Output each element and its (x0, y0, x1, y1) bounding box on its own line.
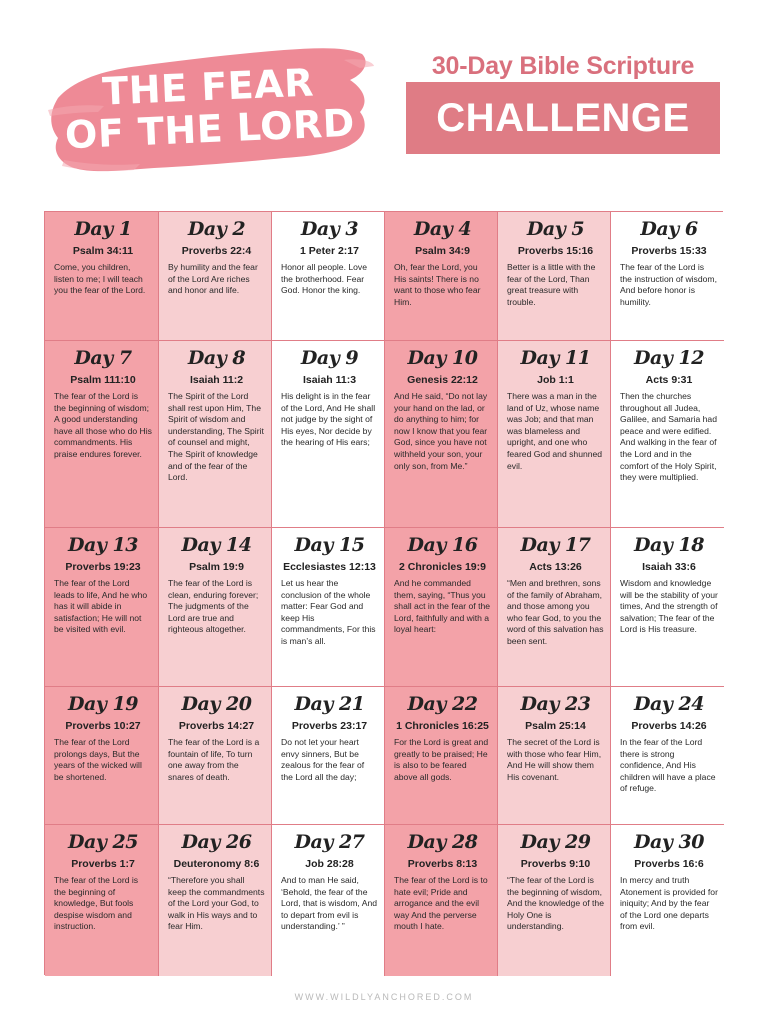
scripture-reference: Psalm 34:11 (72, 245, 134, 257)
verse-text: And to man He said, ‘Behold, the fear of the Lord, that is wisdom, And to depart from evil is understanding.’ ” (281, 875, 378, 932)
verse-text: Do not let your heart envy sinners, But be zealous for the fear of the Lord all the day; (281, 737, 365, 782)
verse-text: And He said, “Do not lay your hand on the lad, or do anything to him; for now I know that you fear God, since you have not withheld your son, your only son, from Me.” (394, 391, 488, 471)
day-label: Day 4 (413, 218, 472, 240)
scripture-reference: Psalm 34:9 (415, 245, 470, 257)
verse-text: For the Lord is great and greatly to be praised; He is also to be feared above all gods. (394, 737, 489, 782)
scripture-reference: Proverbs 14:26 (631, 720, 707, 732)
verse-text: “The fear of the Lord is the beginning of wisdom, And the knowledge of the Holy One is understanding. (507, 875, 604, 932)
day-cell (611, 341, 724, 528)
scripture-reference: Ecclesiastes 12:13 (283, 561, 376, 573)
day-cell (385, 825, 498, 976)
day-cell (498, 687, 611, 825)
scripture-reference: 1 Peter 2:17 (300, 245, 359, 257)
day-label: Day 11 (520, 347, 591, 369)
verse-text: The fear of the Lord is a fountain of life, To turn one away from the snares of death. (168, 737, 260, 782)
scripture-reference: 2 Chronicles 19:9 (399, 561, 486, 573)
verse-text: “Therefore you shall keep the commandments of the Lord your God, to walk in His ways and to fear Him. (168, 875, 265, 932)
day-label: Day 6 (640, 218, 698, 240)
scripture-reference: Psalm 111:10 (70, 374, 136, 386)
footer-website: WWW.WILDLYANCHORED.COM (294, 992, 474, 1002)
day-label: Day 26 (181, 831, 252, 853)
day-label: Day 20 (181, 693, 252, 715)
day-label: Day 21 (294, 693, 365, 715)
day-label: Day 22 (407, 693, 478, 715)
scripture-reference: 1 Chronicles 16:25 (396, 720, 489, 732)
title-line-2: OF THE LORD (64, 100, 356, 158)
day-cell (498, 528, 611, 687)
day-label: Day 29 (520, 831, 591, 853)
scripture-reference: Acts 13:26 (529, 561, 582, 573)
scripture-reference: Proverbs 8:13 (407, 858, 478, 870)
day-cell (272, 528, 385, 687)
day-cell (498, 212, 611, 341)
verse-text: “Men and brethren, sons of the family of Abraham, and those among you who fear God, to you the word of this salvation has been sent. (507, 578, 604, 646)
day-cell (385, 687, 498, 825)
day-label: Day 24 (634, 693, 704, 715)
verse-text: By humility and the fear of the Lord Are riches and honor and life. (168, 262, 258, 296)
scripture-reference: Isaiah 33:6 (642, 561, 696, 573)
day-cell (45, 687, 159, 825)
page-title (62, 60, 355, 157)
day-label: Day 18 (634, 534, 704, 556)
verse-text: Come, you children, listen to me; I will teach you the fear of the Lord. (54, 262, 146, 296)
verse-text: There was a man in the land of Uz, whose name was Job; and that man was blameless and upright, and one who feared God and shunned evil. (507, 391, 603, 471)
scripture-reference: Proverbs 22:4 (181, 245, 252, 257)
day-cell (272, 687, 385, 825)
verse-text: The fear of the Lord is the instruction of wisdom, And before honor is humility. (620, 262, 717, 307)
day-cell (272, 825, 385, 976)
day-cell (272, 341, 385, 528)
verse-text: The fear of the Lord is the beginning of knowledge, But fools despise wisdom and instruction. (54, 875, 139, 932)
day-cell (45, 341, 159, 528)
verse-text: The fear of the Lord prolongs days, But the years of the wicked will be shortened. (54, 737, 142, 782)
scripture-reference: Deuteronomy 8:6 (173, 858, 260, 870)
scripture-reference: Proverbs 16:6 (634, 858, 704, 870)
scripture-reference: Isaiah 11:3 (302, 374, 357, 386)
day-label: Day 25 (68, 831, 138, 853)
scripture-reference: Proverbs 15:16 (517, 245, 594, 257)
day-cell (159, 212, 272, 341)
day-cell (385, 341, 498, 528)
day-label: Day 14 (181, 534, 252, 556)
verse-text: The fear of the Lord is to hate evil; Pride and arrogance and the evil way And the perverse mouth I hate. (394, 875, 488, 932)
day-cell (159, 341, 272, 528)
day-cell (159, 825, 272, 976)
day-label: Day 12 (634, 347, 704, 369)
day-cell (272, 212, 385, 341)
scripture-reference: Proverbs 1:7 (71, 858, 135, 870)
day-label: Day 1 (74, 218, 132, 240)
verse-text: The fear of the Lord leads to life, And he who has it will abide in satisfaction; He will not be visited with evil. (54, 578, 148, 635)
scripture-reference: Proverbs 19:23 (65, 561, 141, 573)
verse-text: And he commanded them, saying, “Thus you shall act in the fear of the Lord, faithfully and with a loyal heart: (394, 578, 491, 635)
day-label: Day 10 (407, 347, 478, 369)
day-cell (159, 687, 272, 825)
verse-text: Let us hear the conclusion of the whole matter: Fear God and keep His commandments, For this is man’s all. (281, 578, 376, 646)
day-cell (611, 528, 724, 687)
scripture-reference: Job 28:28 (305, 858, 354, 870)
subtitle: 30-Day Bible Scripture (431, 52, 695, 80)
scripture-reference: Proverbs 9:10 (520, 858, 591, 870)
scripture-reference: Acts 9:31 (645, 374, 693, 386)
day-label: Day 16 (407, 534, 478, 556)
scripture-reference: Isaiah 11:2 (189, 374, 244, 386)
day-label: Day 5 (526, 218, 585, 240)
day-cell (611, 825, 724, 976)
day-cell (159, 528, 272, 687)
day-cell (385, 212, 498, 341)
challenge-banner: CHALLENGE (406, 82, 720, 154)
day-label: Day 23 (520, 693, 591, 715)
title-line-1: THE FEAR (101, 60, 315, 114)
verse-text: Wisdom and knowledge will be the stability of your times, And the strength of salvation; The fear of the Lord is His treasure. (620, 578, 718, 635)
day-cell (611, 687, 724, 825)
day-label: Day 7 (74, 347, 132, 369)
day-label: Day 15 (294, 534, 365, 556)
day-cell (385, 528, 498, 687)
day-label: Day 8 (187, 347, 246, 369)
day-label: Day 9 (300, 347, 359, 369)
scripture-reference: Psalm 19:9 (189, 561, 244, 573)
day-label: Day 17 (520, 534, 591, 556)
day-cell (45, 825, 159, 976)
scripture-reference: Proverbs 10:27 (65, 720, 141, 732)
day-cell (45, 528, 159, 687)
scripture-reference: Proverbs 23:17 (291, 720, 368, 732)
verse-text: His delight is in the fear of the Lord, And He shall not judge by the sight of His eyes, Nor decide by the hearing of His ears; (281, 391, 376, 448)
day-label: Day 13 (68, 534, 138, 556)
day-cell (498, 341, 611, 528)
verse-text: Then the churches throughout all Judea, Galilee, and Samaria had peace and were edified. And walking in the fear of the Lord and in the comfort of the Holy Spirit, they were multiplied. (620, 391, 717, 483)
verse-text: Oh, fear the Lord, you His saints! There is no want to those who fear Him. (394, 262, 481, 307)
day-label: Day 28 (407, 831, 478, 853)
verse-text: In the fear of the Lord there is strong confidence, And His children will have a place of refuge. (620, 737, 716, 794)
verse-text: Honor all people. Love the brotherhood. Fear God. Honor the king. (281, 262, 367, 296)
day-cell (611, 212, 724, 341)
day-label: Day 19 (68, 693, 138, 715)
day-cell (45, 212, 159, 341)
day-label: Day 3 (300, 218, 359, 240)
verse-text: The fear of the Lord is the beginning of wisdom; A good understanding have all those who do His commandments. His praise endures forever. (54, 391, 152, 459)
scripture-reference: Job 1:1 (537, 374, 574, 386)
verse-text: The Spirit of the Lord shall rest upon Him, The Spirit of wisdom and understanding, The Spirit of counsel and might, The Spirit of knowledge and of the fear of the Lord. (168, 391, 264, 483)
scripture-reference: Genesis 22:12 (407, 374, 478, 386)
verse-text: The fear of the Lord is clean, enduring forever; The judgments of the Lord are true and righteous altogether. (168, 578, 259, 635)
day-grid (44, 211, 723, 975)
scripture-reference: Proverbs 14:27 (178, 720, 255, 732)
day-cell (498, 825, 611, 976)
day-label: Day 30 (634, 831, 704, 853)
scripture-reference: Psalm 25:14 (525, 720, 586, 732)
scripture-reference: Proverbs 15:33 (631, 245, 707, 257)
day-label: Day 2 (187, 218, 246, 240)
day-label: Day 27 (294, 831, 365, 853)
verse-text: The secret of the Lord is with those who fear Him, And He will show them His covenant. (507, 737, 602, 782)
verse-text: Better is a little with the fear of the Lord, Than great treasure with trouble. (507, 262, 596, 307)
verse-text: In mercy and truth Atonement is provided for iniquity; And by the fear of the Lord one departs from evil. (620, 875, 718, 932)
